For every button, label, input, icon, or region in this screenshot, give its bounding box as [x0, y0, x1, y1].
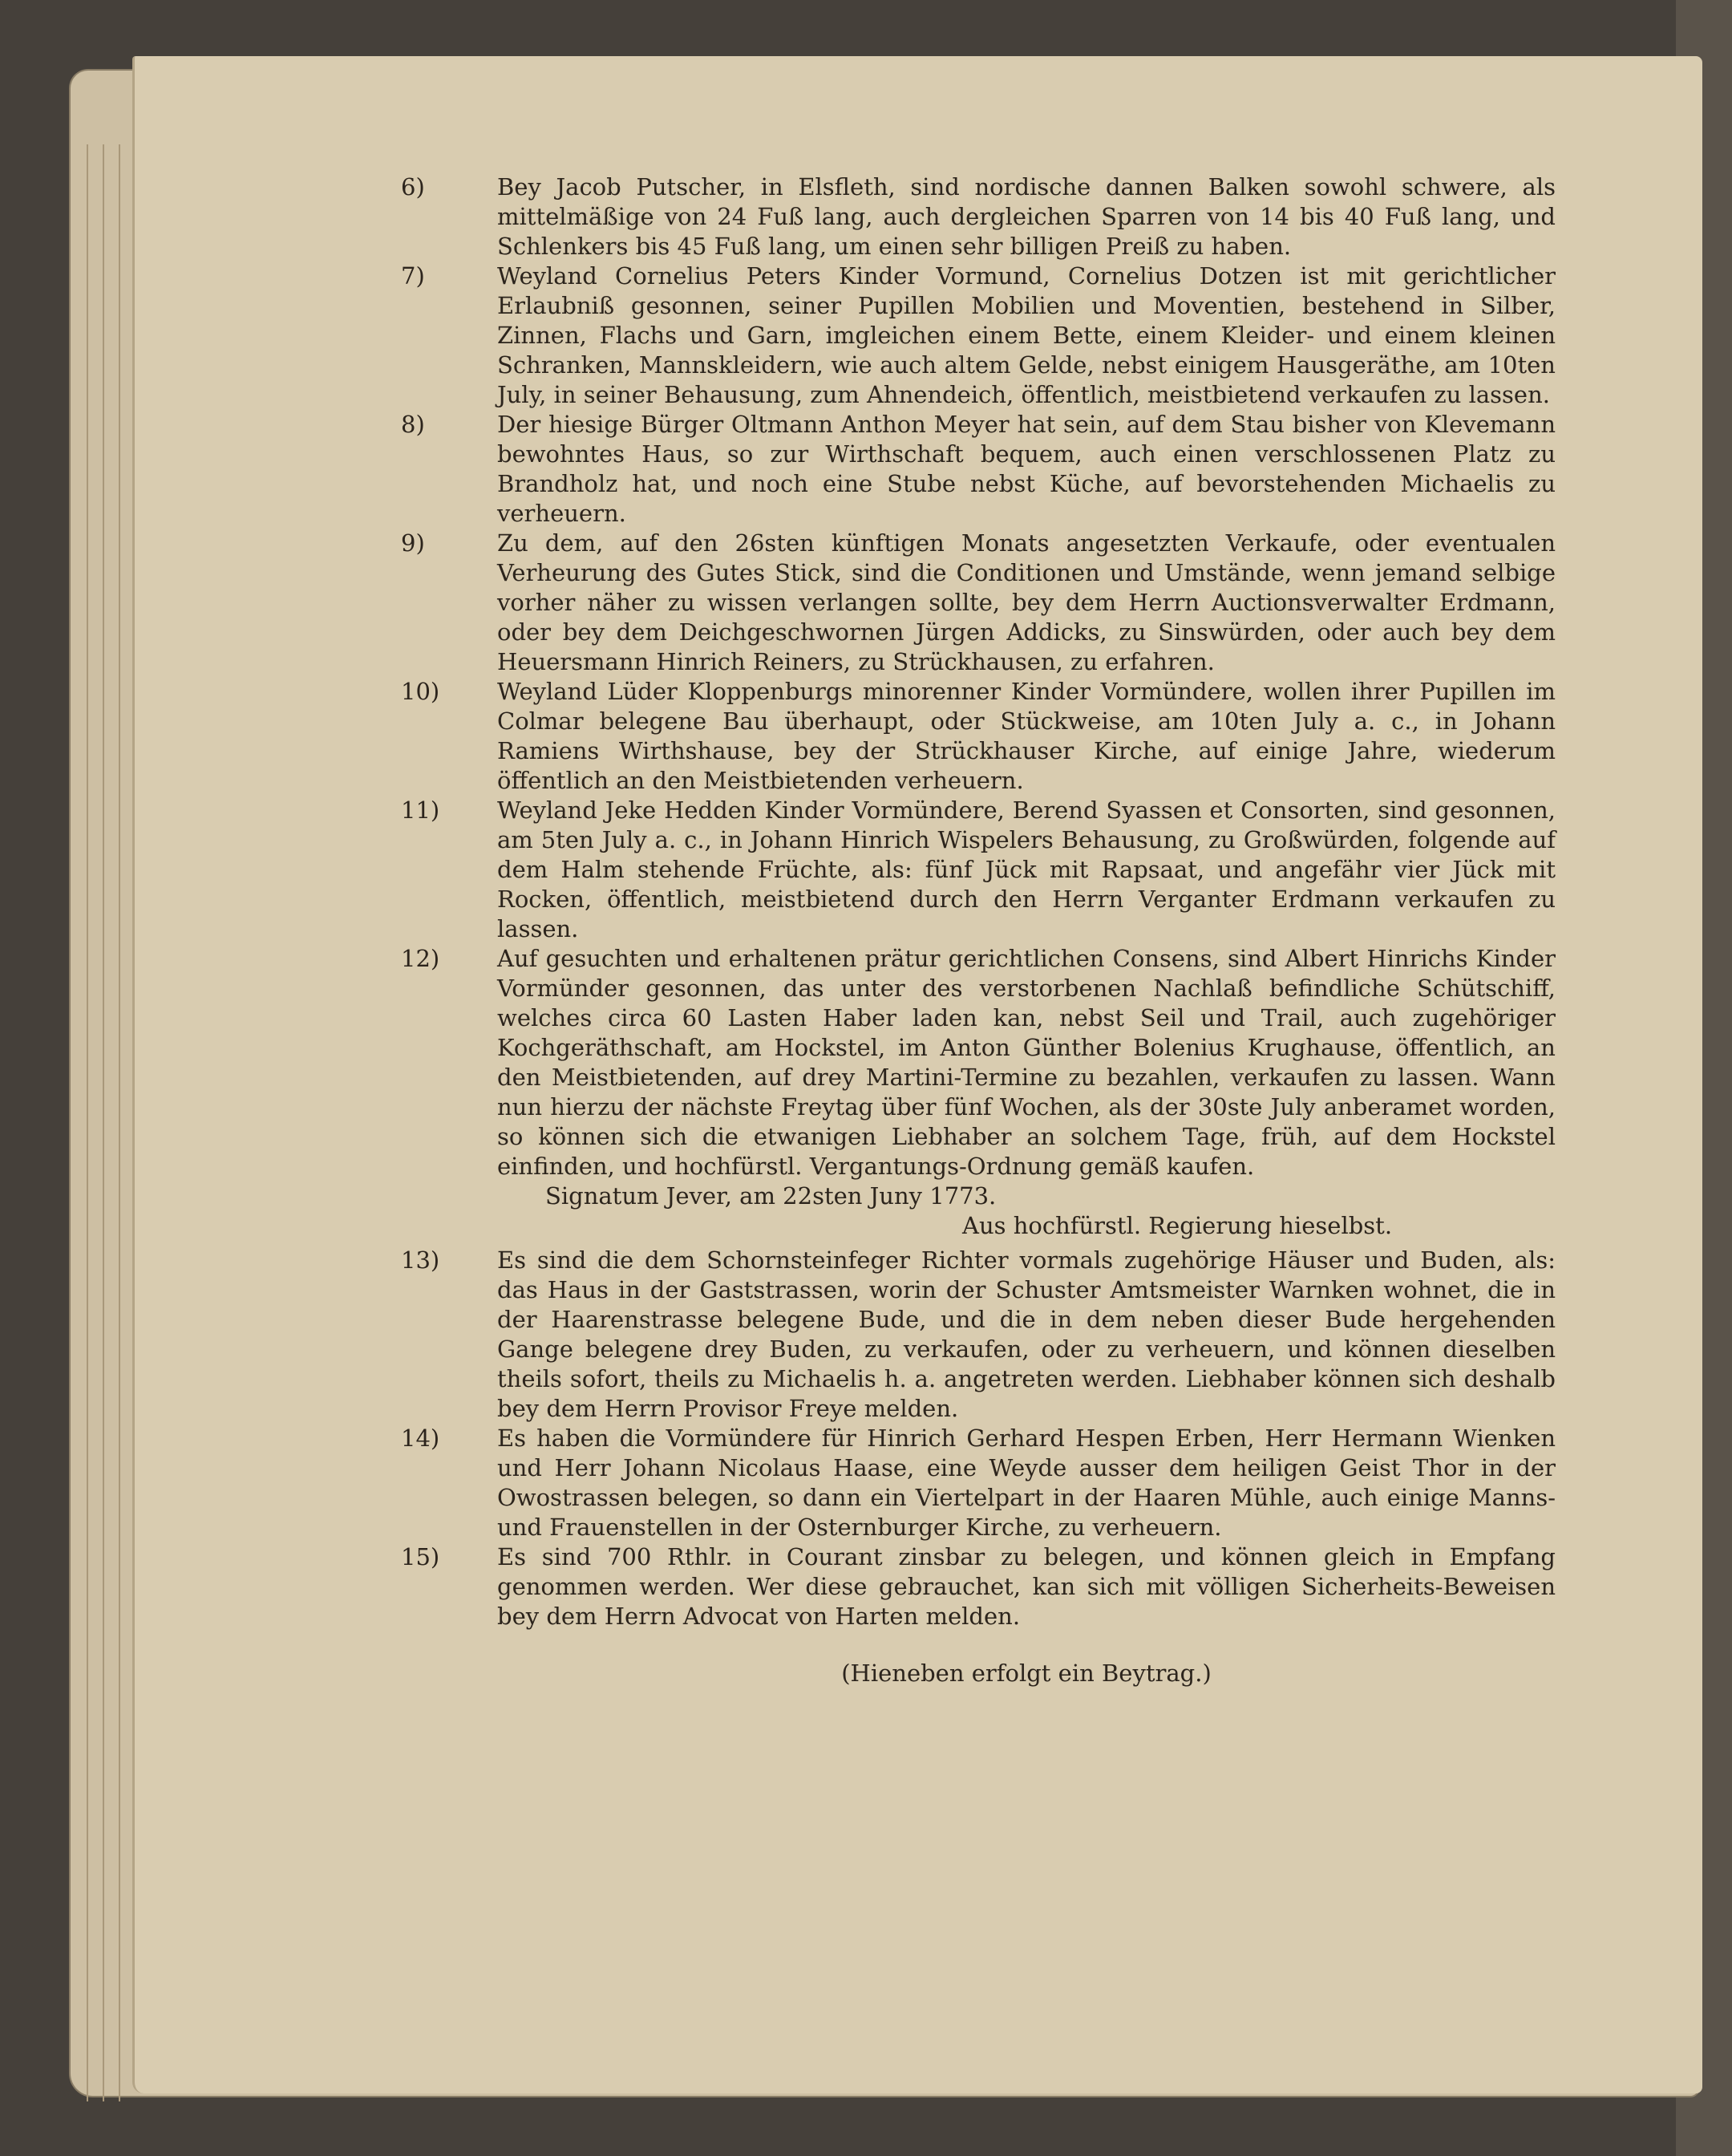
notice-entry-10 — [401, 677, 1556, 796]
notice-entry-11 — [401, 796, 1556, 944]
entry-number: 10) — [401, 678, 440, 705]
entry-number: 15) — [401, 1543, 440, 1570]
entry-text: Es sind die dem Schornsteinfeger Richter vormals zugehörige Häuser und Buden, als: das Haus in der Gaststrassen, worin der Schuster Amtsmeister Warnken wohnet, die in der Haarenstrasse belegene Bude, und die in dem neben dieser Bude hergehenden Gange belegene drey Buden, zu verkaufen, oder zu verheuern, und können dieselben theils sofort, theils zu Michaelis h. a. angetreten werden. Liebhaber können sich deshalb bey dem Herrn Provisor Freye melden. — [497, 1246, 1556, 1422]
entry-text: Zu dem, auf den 26sten künftigen Monats angesetzten Verkaufe, oder eventualen Verheurung des Gutes Stick, sind die Conditionen und Umstände, wenn jemand selbige vorher näher zu wissen verlangen sollte, bey dem Herrn Auctionsverwalter Erdmann, oder bey dem Deichgeschwornen Jürgen Addicks, zu Sinswürden, oder auch bey dem Heuersmann Hinrich Reiners, zu Strückhausen, zu erfahren. — [497, 529, 1556, 675]
page-edge-line — [119, 144, 120, 2101]
signature-line: Signatum Jever, am 22sten Juny 1773. — [545, 1182, 997, 1210]
entry-text: Der hiesige Bürger Oltmann Anthon Meyer hat sein, auf dem Stau bisher von Klevemann bewohntes Haus, so zur Wirthschaft bequem, auch einen verschlossenen Platz zu Brandholz hat, und noch eine Stube nebst Küche, auf bevorstehenden Michaelis zu verheuern. — [497, 411, 1556, 527]
entry-text: Auf gesuchten und erhaltenen prätur gerichtlichen Consens, sind Albert Hinrichs Kinder Vormünder gesonnen, das unter des verstorbenen Nachlaß befindliche Schütschiff, welches circa 60 Lasten Haber laden kan, nebst Seil und Trail, auch zugehöriger Kochgeräthschaft, am Hockstel, im Anton Günther Bolenius Krughause, öffentlich, an den Meistbietenden, auf drey Martini-Termine zu bezahlen, verkaufen zu lassen. Wann nun hierzu der nächste Freytag über fünf Wochen, als der 30ste July anberamet worden, so können sich die etwanigen Liebhaber an solchem Tage, früh, auf dem Hockstel einfinden, und hochfürstl. Vergantungs-Ordnung gemäß kaufen. — [497, 945, 1556, 1180]
entry-text: Es sind 700 Rthlr. in Courant zinsbar zu belegen, und können gleich in Empfang genommen werden. Wer diese gebrauchet, kan sich mit völligen Sicherheits-Beweisen bey dem Herrn Advocat von Harten melden. — [497, 1543, 1556, 1630]
entry-number: 11) — [401, 796, 440, 824]
entry-text: Weyland Lüder Kloppenburgs minorenner Kinder Vormündere, wollen ihrer Pupillen im Colmar belegene Bau überhaupt, oder Stückweise, am 10ten July a. c., in Johann Ramiens Wirthshause, bey der Strückhauser Kirche, auf einige Jahre, wiederum öffentlich an den Meistbietenden verheuern. — [497, 678, 1556, 794]
notice-entry-7 — [401, 261, 1556, 410]
entry-number: 13) — [401, 1246, 440, 1274]
notice-entry-6 — [401, 172, 1556, 261]
notice-entry-14 — [401, 1424, 1556, 1542]
entry-number: 7) — [401, 262, 425, 290]
notice-entry-15 — [401, 1542, 1556, 1631]
entry-text: Weyland Jeke Hedden Kinder Vormündere, Berend Syassen et Consorten, sind gesonnen, am 5ten July a. c., in Johann Hinrich Wispelers Behausung, zu Großwürden, folgende auf dem Halm stehende Früchte, als: fünf Jück mit Rapsaat, und angefähr vier Jück mit Rocken, öffentlich, meistbietend durch den Herrn Verganter Erdmann verkaufen zu lassen. — [497, 796, 1556, 942]
page-edge-line — [87, 144, 88, 2101]
signature-authority: Aus hochfürstl. Regierung hieselbst. — [962, 1212, 1393, 1239]
notice-entry-12 — [401, 944, 1556, 1181]
entry-number: 12) — [401, 945, 440, 972]
entry-text: Es haben die Vormündere für Hinrich Gerhard Hespen Erben, Herr Hermann Wienken und Herr Johann Nicolaus Haase, eine Weyde ausser dem heiligen Geist Thor in der Owostrassen belegen, so dann ein Viertelpart in der Haaren Mühle, auch einige Manns- und Frauenstellen in der Osternburger Kirche, zu verheuern. — [497, 1424, 1556, 1541]
entry-number: 14) — [401, 1424, 440, 1452]
entry-number: 9) — [401, 529, 425, 557]
entry-text: Weyland Cornelius Peters Kinder Vormund, Cornelius Dotzen ist mit gerichtlicher Erlaubniß gesonnen, seiner Pupillen Mobilien und Moventien, bestehend in Silber, Zinnen, Flachs und Garn, imgleichen einem Bette, einem Kleider- und einem kleinen Schranken, Mannskleidern, wie auch altem Gelde, nebst einigem Hausgeräthe, am 10ten July, in seiner Behausung, zum Ahnendeich, öffentlich, meistbietend verkaufen zu lassen. — [497, 262, 1556, 408]
notice-list — [401, 172, 1556, 1688]
notice-entry-9 — [401, 529, 1556, 677]
notice-entry-8 — [401, 410, 1556, 529]
page-edge-line — [103, 144, 104, 2101]
entry-text: Bey Jacob Putscher, in Elsfleth, sind nordische dannen Balken sowohl schwere, als mittelmäßige von 24 Fuß lang, auch dergleichen Sparren von 14 bis 40 Fuß lang, und Schlenkers bis 45 Fuß lang, um einen sehr billigen Preiß zu haben. — [497, 173, 1556, 260]
notice-entry-13 — [401, 1246, 1556, 1424]
closing-note: (Hieneben erfolgt ein Beytrag.) — [841, 1660, 1212, 1687]
entry-number: 6) — [401, 173, 425, 201]
entry-number: 8) — [401, 411, 425, 438]
